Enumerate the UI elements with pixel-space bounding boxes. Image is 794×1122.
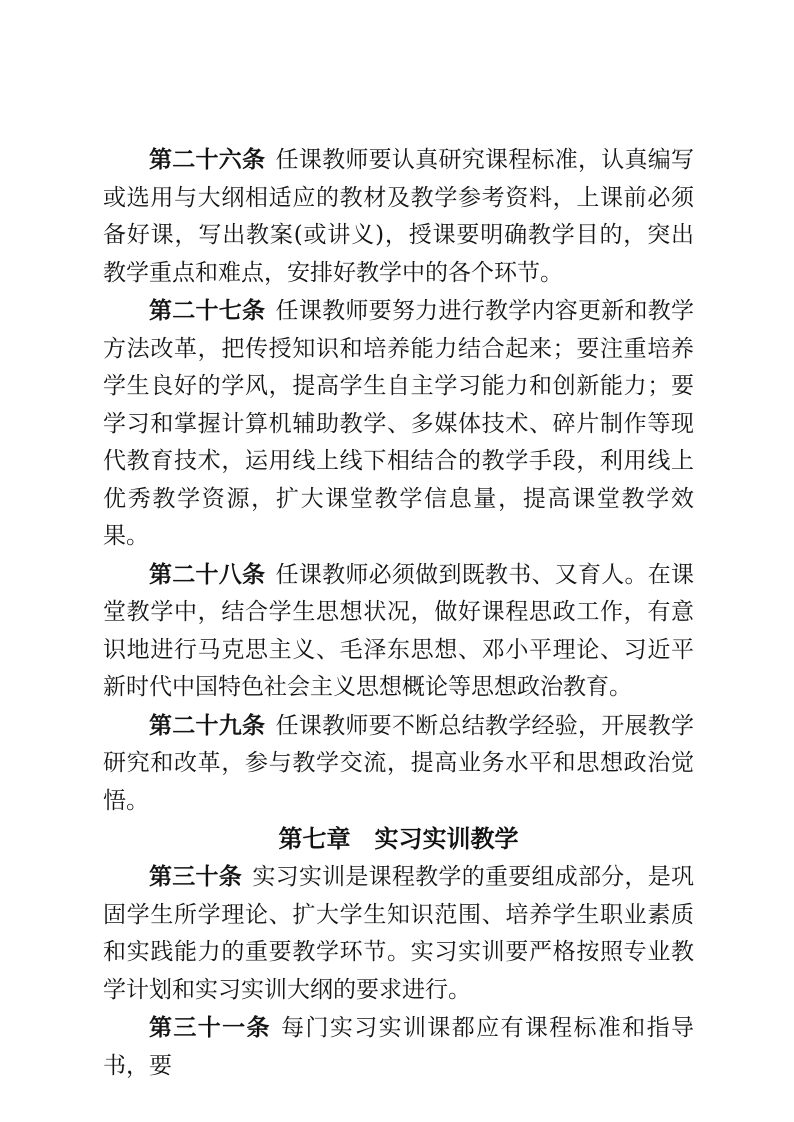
article-28-number: 第二十八条 xyxy=(149,560,266,588)
article-31-number: 第三十一条 xyxy=(149,1014,271,1041)
chapter-heading: 第七章 实习实训教学 xyxy=(278,825,519,853)
article-29-text: 任课教师要不断总结教学经验，开展教学研究和改革，参与教学交流，提高业务水平和思想政治觉悟。 xyxy=(103,712,695,814)
article-26-text: 任课教师要认真研究课程标准，认真编写或选用与大纲相适应的教材及教学参考资料，上课前必须备好课，写出教案(或讲义)，授课要明确教学目的，突出教学重点和难点，安排好教学中的各个环节。 xyxy=(103,147,695,286)
article-31-text: 每门实习实训课都应有课程标准和指导书，要 xyxy=(103,1015,695,1079)
article-28-text: 任课教师必须做到既教书、又育人。在课堂教学中，结合学生思想状况，做好课程思政工作，有意识地进行马克思主义、毛泽东思想、邓小平理论、习近平新时代中国特色社会主义思想概论等思想政治教育。 xyxy=(103,561,695,700)
paragraph-article-26 xyxy=(103,141,694,292)
article-29-number: 第二十九条 xyxy=(149,711,266,739)
article-27-number: 第二十七条 xyxy=(149,297,266,324)
article-26-number: 第二十六条 xyxy=(149,146,266,173)
article-30-text: 实习实训是课程教学的重要组成部分，是巩固学生所学理论、扩大学生知识范围、培养学生职业素质和实践能力的重要教学环节。实习实训要严格按照专业教学计划和实习实训大纲的要求进行。 xyxy=(103,864,695,1003)
article-30-number: 第三十条 xyxy=(149,863,243,890)
paragraph-article-27 xyxy=(103,292,694,556)
paragraph-article-28 xyxy=(103,556,694,707)
paragraph-article-29 xyxy=(103,707,694,821)
paragraph-article-30 xyxy=(103,858,694,1009)
article-27-text: 任课教师要努力进行教学内容更新和教学方法改革，把传授知识和培养能力结合起来；要注重培养学生良好的学风，提高学生自主学习能力和创新能力；要学习和掌握计算机辅助教学、多媒体技术、碎片制作等现代教育技术，运用线上线下相结合的教学手段，利用线上优秀教学资源，扩大课堂教学信息量，提高课堂教学效果。 xyxy=(103,298,695,549)
paragraph-article-31 xyxy=(103,1009,694,1085)
